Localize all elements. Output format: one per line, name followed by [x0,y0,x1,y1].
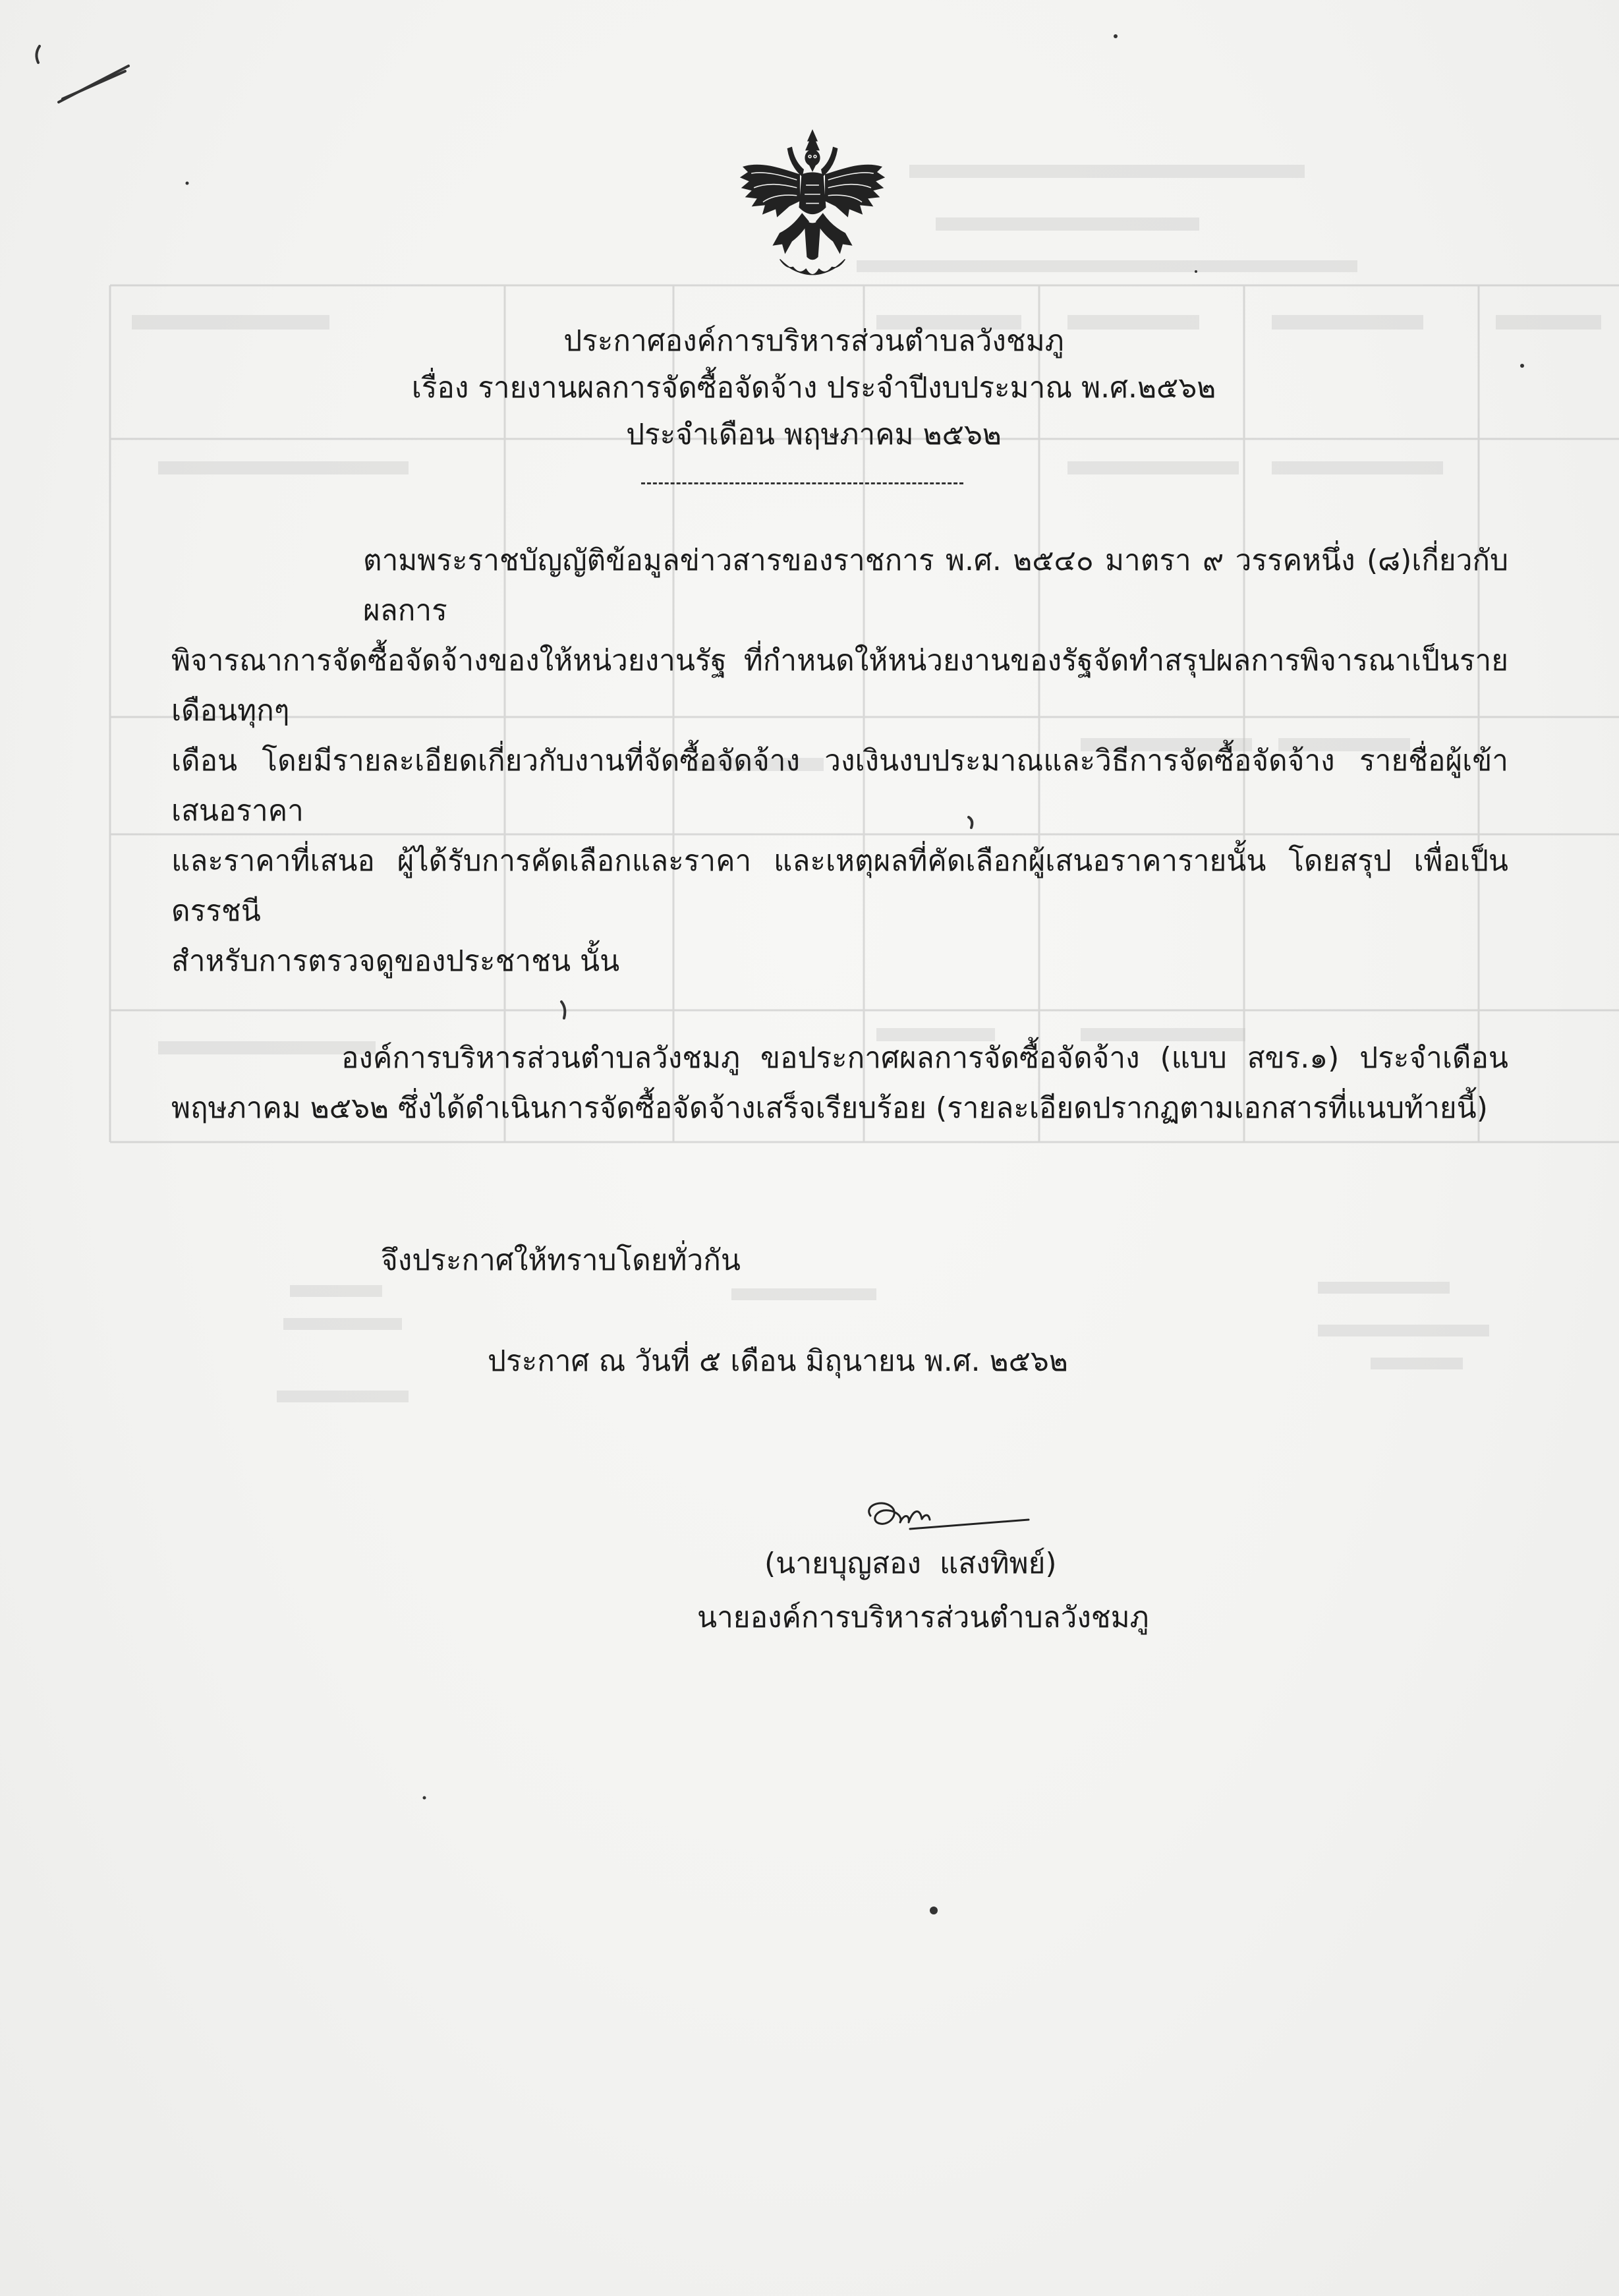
signatory-position: นายองค์การบริหารส่วนตำบลวังชมภู [697,1601,1149,1634]
signatory-name: (นายบุญสอง แสงทิพย์) [764,1547,1057,1580]
paragraph-2 [171,1033,1508,1134]
paragraph-1-line: พิจารณาการจัดซื้อจัดจ้างของให้หน่วยงานรัฐ ที่กำหนดให้หน่วยงานของรัฐจัดทำสรุปผลการพิจารณาเป็นรายเดือนทุกๆ [171,644,1508,728]
paragraph-1-line: ตามพระราชบัญญัติข้อมูลข่าวสารของราชการ พ.ศ. ๒๕๔๐ มาตรา ๙ วรรคหนึ่ง (๘)เกี่ยวกับผลการ [363,544,1508,627]
handwritten-signature [864,1496,1032,1535]
paragraph-2-line: องค์การบริหารส่วนตำบลวังชมภู ขอประกาศผลการจัดซื้อจัดจ้าง (แบบ สขร.๑) ประจำเดือน [341,1041,1508,1075]
header-divider [641,482,963,484]
paragraph-1 [171,536,1508,987]
garuda-emblem [732,129,893,285]
document-subject: เรื่อง รายงานผลการจัดซื้อจัดจ้าง ประจำปีงบประมาณ พ.ศ.๒๕๖๒ [411,371,1216,405]
document-title: ประกาศองค์การบริหารส่วนตำบลวังชมภู [563,324,1064,358]
document-body [171,536,1508,1643]
closing-statement: จึงประกาศให้ทราบโดยทั่วกัน [381,1244,741,1277]
paragraph-1-line: และราคาที่เสนอ ผู้ได้รับการคัดเลือกและราคา และเหตุผลที่คัดเลือกผู้เสนอราคารายนั้น โดยสรุป เพื่อเป็นดรรชนี [171,844,1508,928]
paragraph-1-line: สำหรับการตรวจดูของประชาชน นั้น [171,944,620,978]
paragraph-1-line: เดือน โดยมีรายละเอียดเกี่ยวกับงานที่จัดซื้อจัดจ้าง วงเงินงบประมาณและวิธีการจัดซื้อจัดจ้าง รายชื่อผู้เข้าเสนอราคา [171,744,1508,828]
announcement-date: ประกาศ ณ วันที่ ๕ เดือน มิถุนายน พ.ศ. ๒๕๖๒ [488,1344,1068,1378]
document-month: ประจำเดือน พฤษภาคม ๒๕๖๒ [626,418,1002,451]
signature-area [171,1387,1508,1539]
paragraph-2-line: พฤษภาคม ๒๕๖๒ ซึ่งได้ดำเนินการจัดซื้อจัดจ้างเสร็จเรียบร้อย (รายละเอียดปรากฏตามเอกสารที่แนบท้ายนี้) [171,1091,1488,1125]
